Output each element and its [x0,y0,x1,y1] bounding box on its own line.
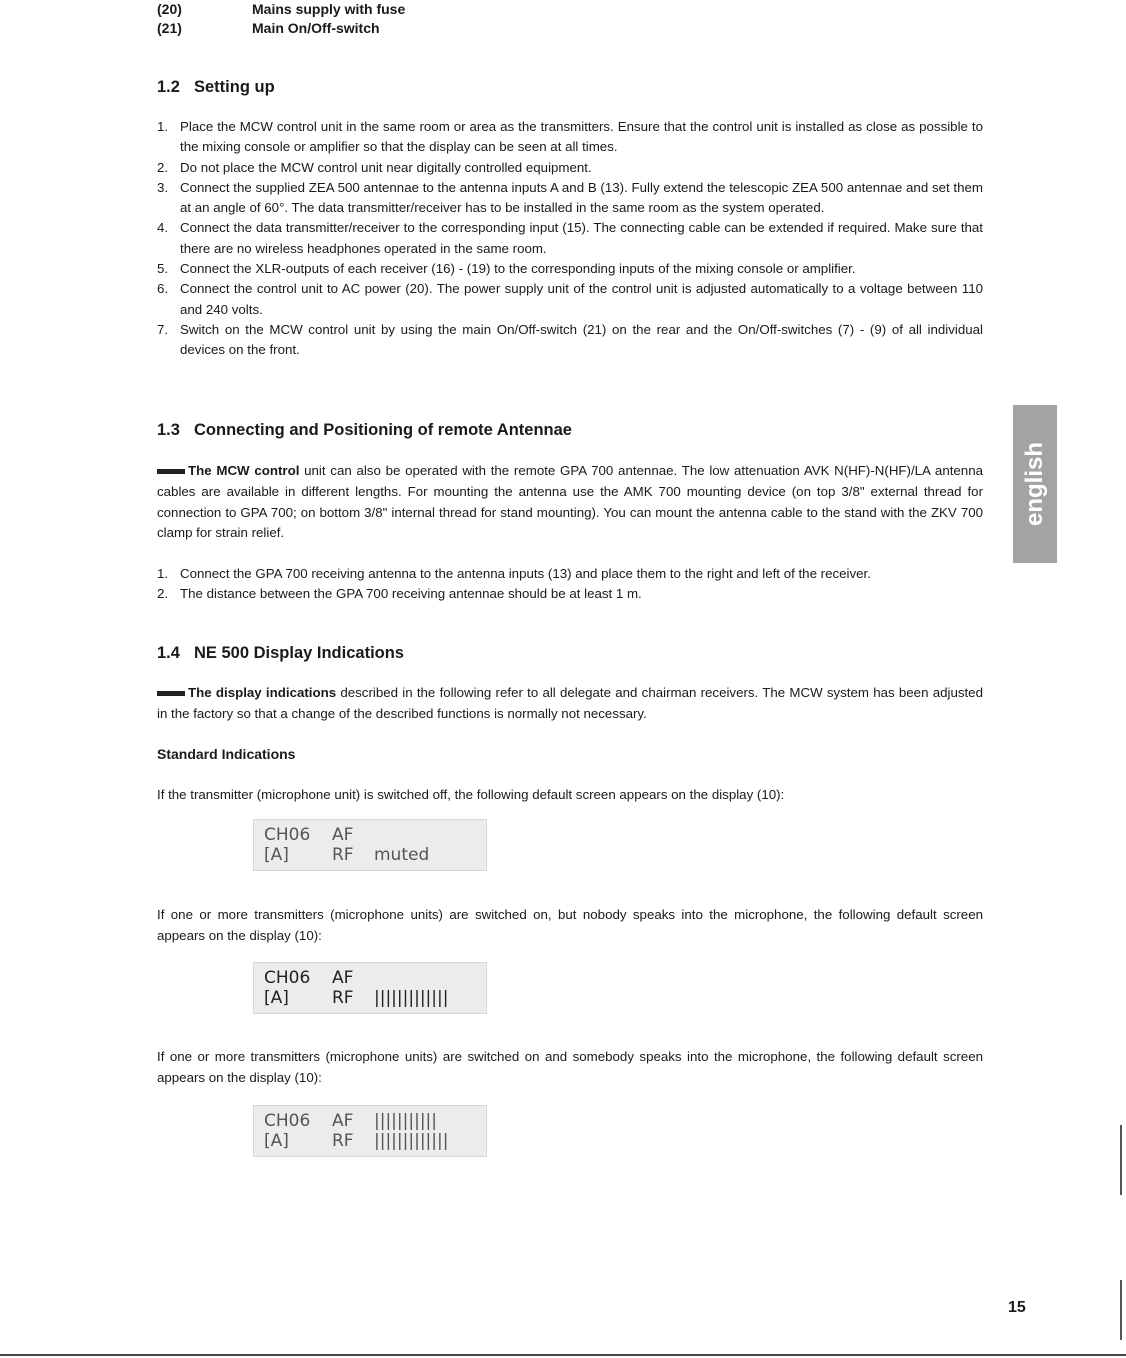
list-item: 6. Connect the control unit to AC power (20). The power supply unit of the control unit is adjusted automatically to a voltage between 110 and 240 volts. [157,281,983,317]
item-number: (21) [157,20,182,36]
bullet-bar-icon [157,691,185,696]
antennae-steps [157,564,983,605]
section-heading-setup: 1.2 Setting up [157,78,275,96]
item-text: Main On/Off-switch [252,20,380,36]
case3-text: If one or more transmitters (microphone units) are switched on and somebody speaks into the microphone, the following default screen appears on the display (10): [157,1049,983,1085]
bullet-bar-icon [157,469,185,474]
item-text: Mains supply with fuse [252,1,406,17]
subheading-standard-indications: Standard Indications [157,746,296,762]
list-item: 5. Connect the XLR-outputs of each receiver (16) - (19) to the corresponding inputs of the mixing console or amplifier. [157,261,856,277]
list-item: 4. Connect the data transmitter/receiver to the corresponding input (15). The connecting cable can be extended if required. Make sure that there are no wireless headphones operated in the same room. [157,220,983,256]
section-heading-display: 1.4 NE 500 Display Indications [157,644,404,662]
list-item: 2. The distance between the GPA 700 receiving antennae should be at least 1 m. [157,586,642,602]
edge-mark [1120,1125,1122,1195]
case1-text: If the transmitter (microphone unit) is switched off, the following default screen appears on the display (10): [157,787,785,802]
lcd-screen-speaking: CH06 AF ||||||||||| [A] RF ||||||||||||| [253,1105,487,1157]
list-item: 1. Place the MCW control unit in the same room or area as the transmitters. Ensure that the control unit is installed as close as possible to the mixing console or amplifier so that the display can be seen at all times. [157,119,983,155]
list-item: 7. Switch on the MCW control unit by using the main On/Off-switch (21) on the rear and the On/Off-switches (7) - (9) of all individual devices on the front. [157,321,983,358]
case2-text: If one or more transmitters (microphone units) are switched on, but nobody speaks into the microphone, the following default screen appears on the display (10): [157,907,983,943]
lcd-screen-idle: CH06 AF [A] RF ||||||||||||| [253,962,487,1014]
list-item: 1. Connect the GPA 700 receiving antenna to the antenna inputs (13) and place them to the right and left of the receiver. [157,566,871,581]
antennae-intro: The MCW control unit can also be operated with the remote GPA 700 antennae. The low attenuation AVK N(HF)-N(HF)/LA antenna cables are available in different lengths. For mounting the antenna use the AMK 700 mounting device (on top 3/8" external thread for connection to GPA 700; on bottom 3/8" internal thread for stand mounting). You can mount the antenna cable to the stand with the ZKV 700 clamp for strain relief. [157,463,983,541]
display-intro: The display indications described in the following refer to all delegate and chairman receivers. The MCW system has been adjusted in the factory so that a change of the described functions is normally not necessary. [157,685,983,721]
list-item: 2. Do not place the MCW control unit near digitally controlled equipment. [157,159,592,175]
list-item [157,0,537,19]
page-number: 15 [1008,1299,1026,1316]
language-label: english [1021,441,1048,527]
lcd-screen-muted: CH06 AF [A] RF muted [253,819,487,871]
edge-mark [1120,1280,1122,1340]
list-item [157,19,537,38]
setup-steps [157,117,983,361]
list-item: 3. Connect the supplied ZEA 500 antennae to the antenna inputs A and B (13). Fully extend the telescopic ZEA 500 antennae and set them at an angle of 60°. The data transmitter/receiver has to be installed in the same room as the system operated. [157,179,983,216]
page-bottom-rule [0,1354,1126,1356]
language-tab [1013,405,1057,563]
section-heading-antennae: 1.3 Connecting and Positioning of remote Antennae [157,421,572,439]
item-number: (20) [157,1,182,17]
component-list [157,0,537,38]
